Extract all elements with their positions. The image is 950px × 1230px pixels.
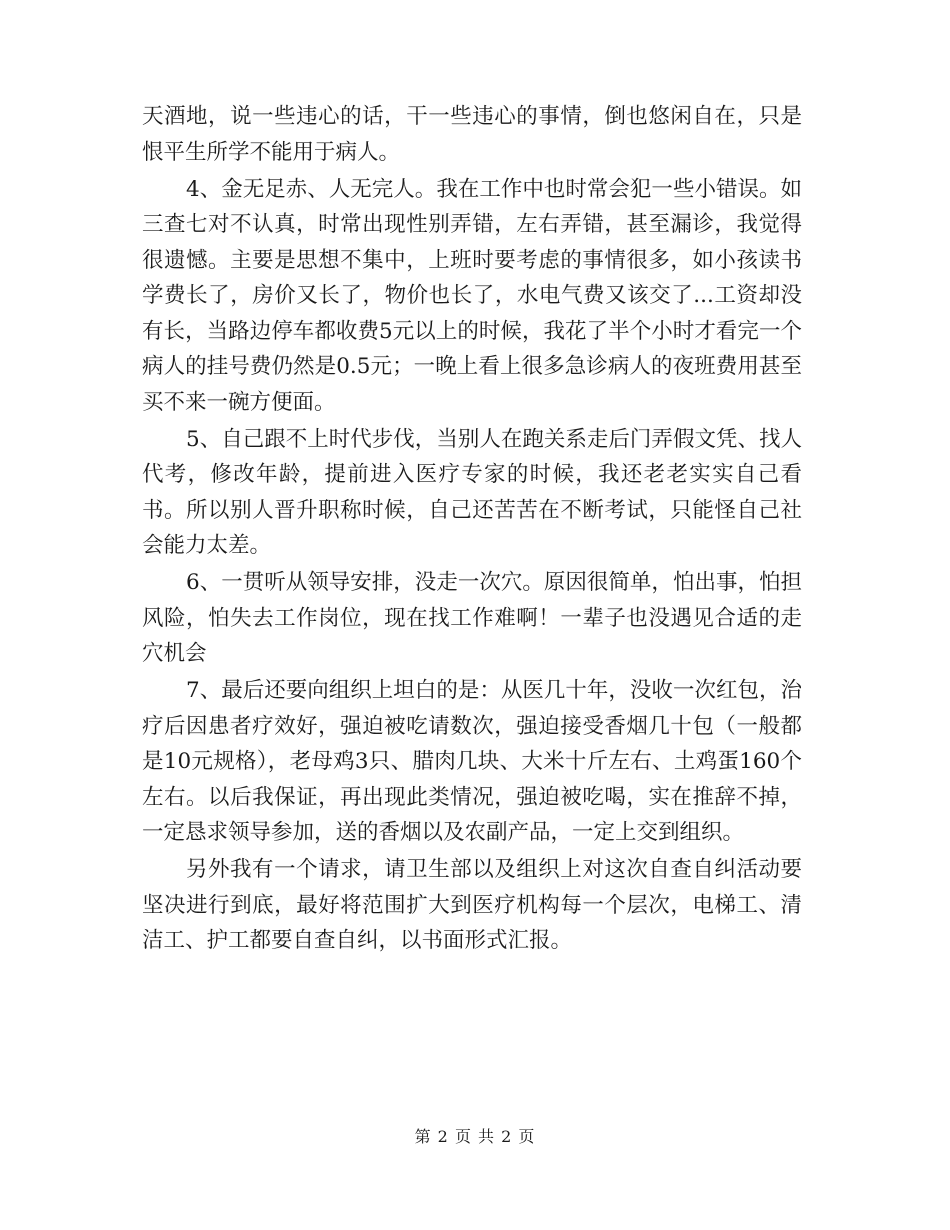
paragraph-continuation: 天酒地，说一些违心的话，干一些违心的事情，倒也悠闲自在，只是恨平生所学不能用于病人。 — [142, 104, 802, 165]
page-number-footer: 第 2 页 共 2 页 — [414, 1127, 536, 1146]
paragraph-item-6: 6、一贯听从领导安排，没走一次穴。原因很简单，怕出事，怕担风险，怕失去工作岗位，现在找工作难啊！一辈子也没遇见合适的走穴机会 — [142, 570, 802, 666]
document-body — [142, 99, 802, 959]
paragraph-request: 另外我有一个请求，请卫生部以及组织上对这次自查自纠活动要坚决进行到底，最好将范围扩大到医疗机构每一个层次，电梯工、清洁工、护工都要自查自纠，以书面形式汇报。 — [142, 857, 802, 953]
paragraph-item-5: 5、自己跟不上时代步伐，当别人在跑关系走后门弄假文凭、找人代考，修改年龄，提前进入医疗专家的时候，我还老老实实自己看书。所以别人晋升职称时候，自己还苦苦在不断考试，只能怪自己社会能力太差。 — [142, 426, 802, 558]
paragraph-item-4: 4、金无足赤、人无完人。我在工作中也时常会犯一些小错误。如三查七对不认真，时常出现性别弄错，左右弄错，甚至漏诊，我觉得很遗憾。主要是思想不集中，上班时要考虑的事情很多，如小孩读书学费长了，房价又长了，物价也长了，水电气费又该交了...工资却没有长，当路边停车都收费5元以上的时候，我花了半个小时才看完一个病人的挂号费仍然是0.5元；一晚上看上很多急诊病人的夜班费用甚至买不来一碗方便面。 — [142, 176, 802, 415]
paragraph-item-7: 7、最后还要向组织上坦白的是：从医几十年，没收一次红包，治疗后因患者疗效好，强迫被吃请数次，强迫接受香烟几十包（一般都是10元规格），老母鸡3只、腊肉几块、大米十斤左右、土鸡蛋160个左右。以后我保证，再出现此类情况，强迫被吃喝，实在推辞不掉，一定恳求领导参加，送的香烟以及农副产品，一定上交到组织。 — [142, 678, 802, 845]
